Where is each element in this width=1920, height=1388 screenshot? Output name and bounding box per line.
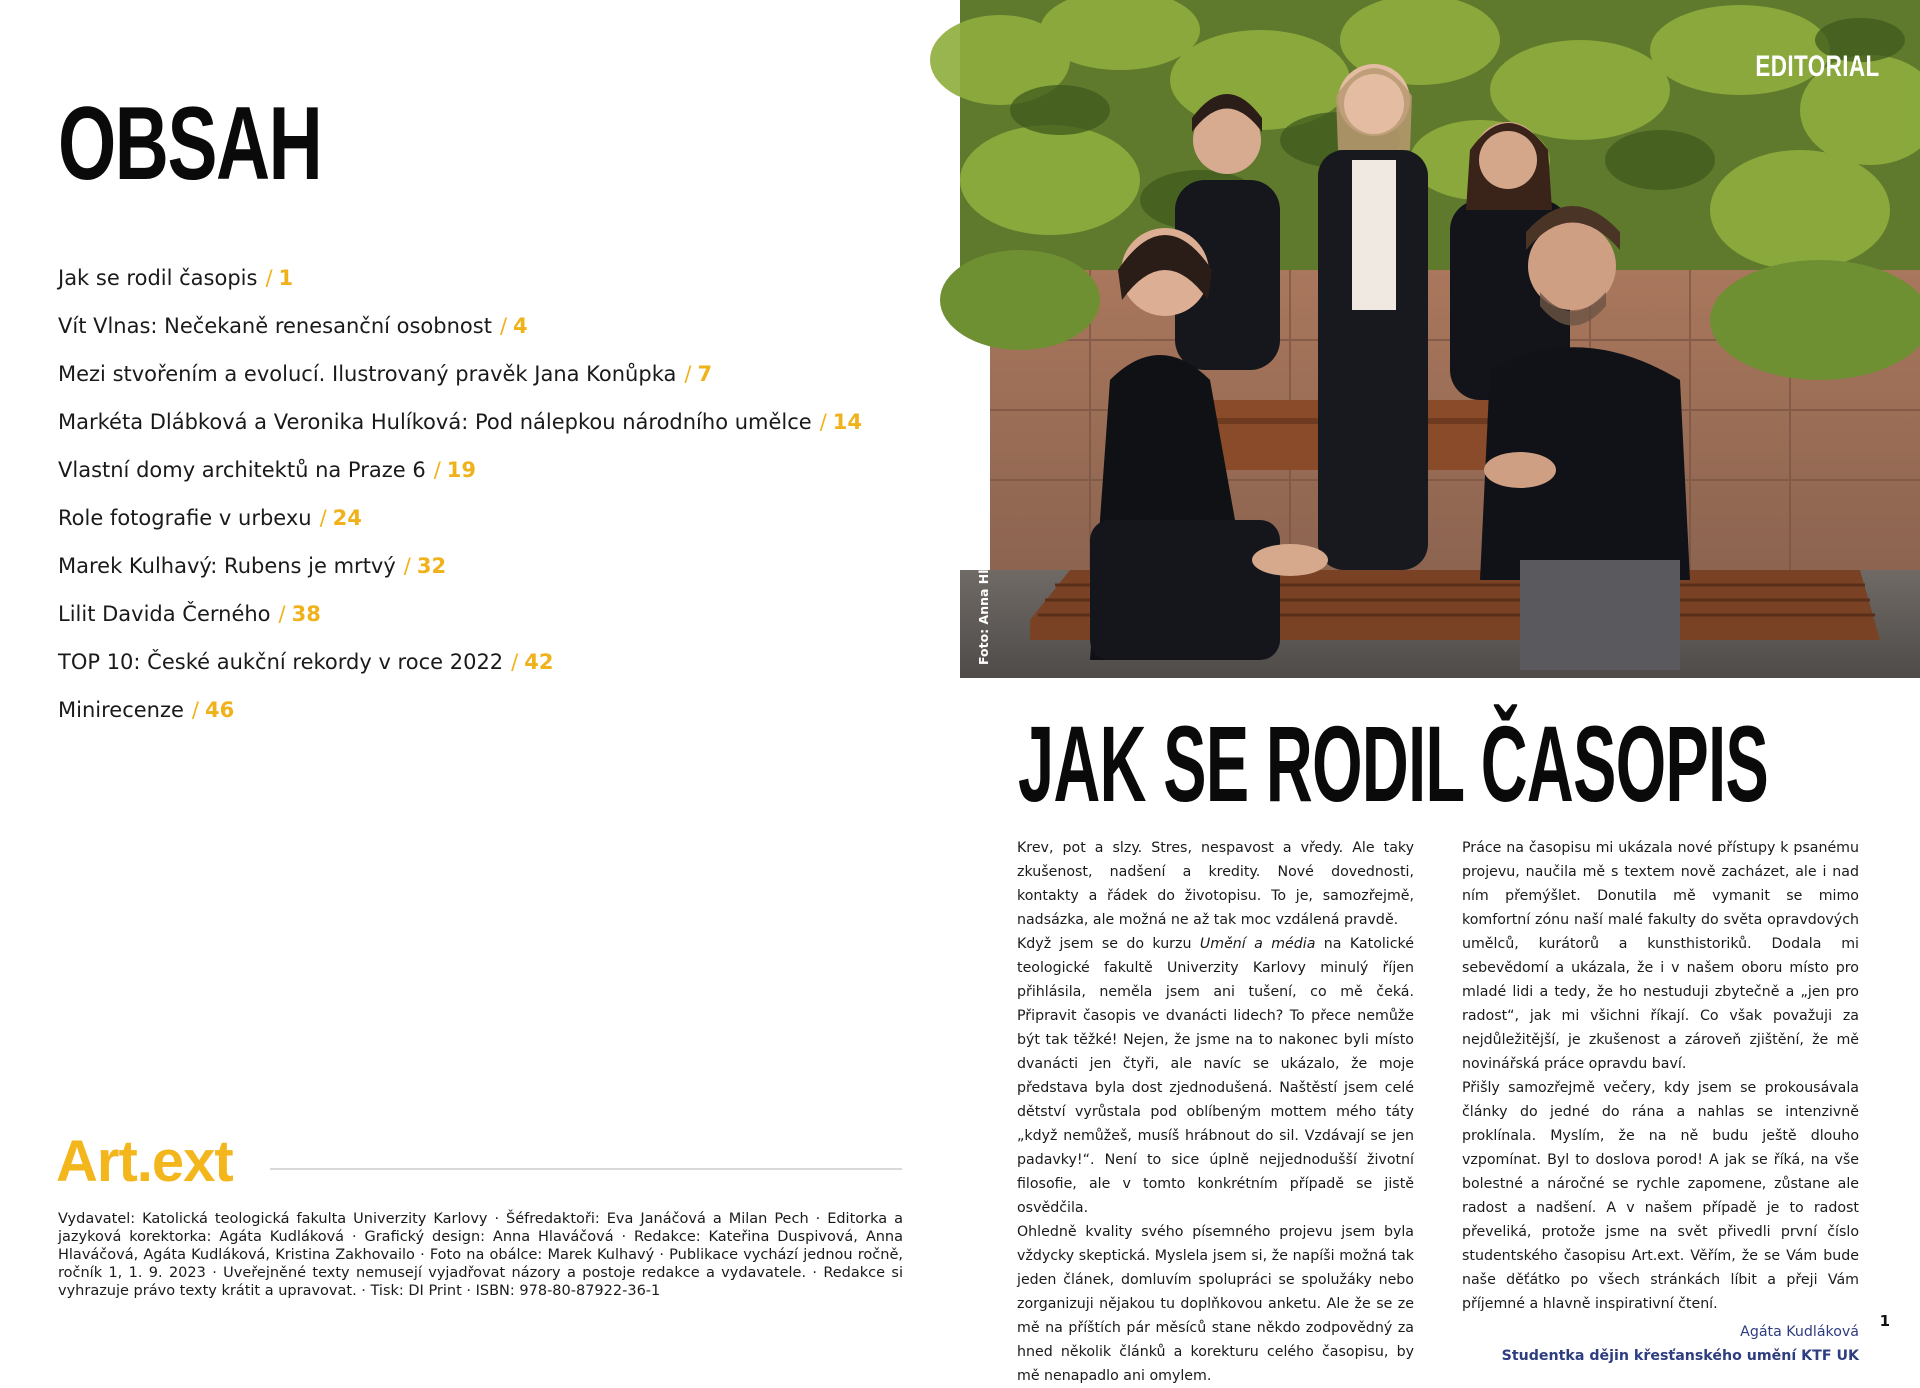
toc-item-title: Mezi stvořením a evolucí. Ilustrovaný pravěk Jana Konůpka — [58, 362, 677, 386]
toc-page-number: 19 — [446, 458, 477, 482]
team-photo — [960, 0, 1920, 678]
article-column-right — [1462, 836, 1859, 1368]
left-page — [0, 0, 960, 1358]
article-paragraph: Ohledně kvality svého písemného projevu jsem byla vždycky skeptická. Myslela jsem si, že napíši možná tak jeden článek, domluvím spolupráci se spolužáky nebo zorganizuji nějakou tu doplňkovou anketu. Ale že se ze mě na příštích pár měsíců stane někdo zodpovědný za hned několik článků a korekturu celého časopisu, by mě nenapadlo ani omylem. — [1017, 1224, 1414, 1384]
toc-separator: / — [819, 410, 827, 434]
toc-item[interactable] — [58, 350, 862, 398]
toc-page-number: 24 — [332, 506, 362, 530]
article-paragraph: Přišly samozřejmě večery, kdy jsem se prokousávala články do jedné do rána a nahlas se intenzivně proklínala. Myslím, že na ně budu ještě dlouho vzpomínat. Byl to doslova porod! A jak se říká, na vše bolestné a náročné se rychle zapomene, zůstane ale radost a nadšení. A v našem případě je to radost převeliká, protože jsme na svět přivedli první číslo studentského časopisu Art.ext. Věřím, že se Vám bude naše děťátko po všech stránkách líbit a přeji Vám příjemné a hlavně inspirativní čtení. — [1462, 1080, 1859, 1312]
toc-item-title: Vít Vlnas: Nečekaně renesanční osobnost — [58, 314, 492, 338]
toc-item[interactable] — [58, 446, 862, 494]
toc-item-title: Minirecenze — [58, 698, 184, 722]
toc-separator: / — [278, 602, 286, 626]
toc-heading: OBSAH — [58, 86, 322, 202]
toc-separator: / — [499, 314, 508, 338]
photo-credit: Foto: Anna Hlaváčová — [976, 511, 991, 665]
toc-page-number: 14 — [832, 410, 863, 434]
toc-item-title: Markéta Dlábková a Veronika Hulíková: Pod nálepkou národního umělce — [58, 410, 812, 434]
toc-page-number: 1 — [278, 266, 294, 290]
toc-page-number: 4 — [513, 314, 528, 338]
article-text: na Katolické teologické fakultě Univerzity Karlovy minulý říjen přihlásila, neměla jsem ani tušení, co mě čeká. Připravit časopis ve dvanácti lidech? To přece nemůže být tak těžké! Nejen, že jsme na to nakonec byli místo dvanácti jen čtyři, ale navíc se ukázalo, že moje představa byla dost zjednodušená. Naštěstí jsem celé dětství vyrůstala pod oblíbeným mottem mého táty „když nemůžeš, musíš hrábnout do sil. Vzdávají se jen padavky!“. Není to sice úplně nejjednodušší životní filosofie, ale v tomto konkrétním případě se jistě osvědčila. — [1017, 936, 1414, 1216]
toc-separator: / — [684, 362, 692, 386]
toc-item[interactable] — [58, 638, 862, 686]
toc-item[interactable] — [58, 494, 862, 542]
section-label: EDITORIAL — [1755, 50, 1880, 83]
toc-item-title: Marek Kulhavý: Rubens je mrtvý — [58, 554, 396, 578]
toc-separator: / — [403, 554, 411, 578]
toc-item[interactable] — [58, 542, 862, 590]
article-paragraph: Krev, pot a slzy. Stres, nespavost a vředy. Ale taky zkušenost, nadšení a kredity. Nové dovednosti, kontakty a řádek do životopisu. To je, samozřejmě, nadsázka, ale možná ne až tak moc vzdálená pravdě. — [1017, 840, 1414, 928]
author-role: Studentka dějin křesťanského umění KTF UK — [1501, 1348, 1859, 1364]
imprint-text: Vydavatel: Katolická teologická fakulta Univerzity Karlovy · Šéfredaktoři: Eva Janáčová a Milan Pech · Editorka a jazyková korektorka: Agáta Kudláková · Grafický design: Anna Hlaváčová · Redakce: Kateřina Duspivová, Anna Hlaváčová, Agáta Kudláková, Kristina Zakhovailo · Foto na obálce: Marek Kulhavý · Publikace vychází jednou ročně, ročník 1, 1. 9. 2023 · Uveřejněné texty nemusejí vyjadřovat názory a postoje redakce a vydavatele. · Redakce si vyhrazuje právo texty krátit a upravovat. · Tisk: DI Print · ISBN: 978-80-87922-36-1 — [58, 1211, 903, 1299]
right-page — [960, 0, 1920, 1384]
toc-page-number: 42 — [524, 650, 554, 674]
article-paragraph — [1017, 932, 1414, 1220]
toc-item-title: Vlastní domy architektů na Praze 6 — [58, 458, 426, 482]
toc-separator: / — [319, 506, 327, 530]
toc-separator: / — [511, 650, 519, 674]
article-title: JAK SE RODIL ČASOPIS — [1018, 703, 1769, 824]
toc-item-title: Role fotografie v urbexu — [58, 506, 312, 530]
toc-page-number: 46 — [205, 698, 235, 722]
toc-separator: / — [265, 266, 273, 290]
course-name: Umění a média — [1199, 936, 1316, 952]
author-signature — [1462, 1320, 1859, 1368]
toc-item[interactable] — [58, 590, 862, 638]
toc-item[interactable] — [58, 254, 862, 302]
toc-separator: / — [191, 698, 199, 722]
toc-item[interactable] — [58, 686, 862, 734]
toc-page-number: 7 — [697, 362, 713, 386]
toc-item-title: Jak se rodil časopis — [58, 266, 258, 290]
toc-page-number: 32 — [416, 554, 447, 578]
toc-page-number: 38 — [291, 602, 321, 626]
article-paragraph: Práce na časopisu mi ukázala nové přístupy k psanému projevu, naučila mě s textem nově zacházet, ale i nad ním přemýšlet. Donutila mě vymanit se mimo komfortní zónu naší malé fakulty do světa opravdových umělců, kurátorů a kunsthistoriků. Dodala mi sebevědomí a ukázala, že i v našem oboru místo pro mladé lidi a tedy, že ho nestuduji zbytečně a „jen pro radost“, jak mi všichni říkají. Co však považuji za nejdůležitější, je zkušenost a zároveň zjištění, že mě novinářská práce opravdu baví. — [1462, 840, 1859, 1072]
article-text: Když jsem se do kurzu — [1017, 936, 1200, 952]
toc-item-title: TOP 10: České aukční rekordy v roce 2022 — [58, 650, 504, 674]
toc-item[interactable] — [58, 398, 862, 446]
table-of-contents — [58, 254, 862, 734]
author-name: Agáta Kudláková — [1740, 1324, 1859, 1340]
team-photo-illustration — [960, 0, 1920, 678]
article-column-left — [1017, 836, 1414, 1388]
magazine-logo: Art.ext — [56, 1129, 233, 1194]
toc-item[interactable] — [58, 302, 862, 350]
page-number: 1 — [1879, 1312, 1890, 1330]
toc-item-title: Lilit Davida Černého — [58, 602, 271, 626]
toc-separator: / — [433, 458, 441, 482]
logo-divider — [270, 1168, 902, 1170]
